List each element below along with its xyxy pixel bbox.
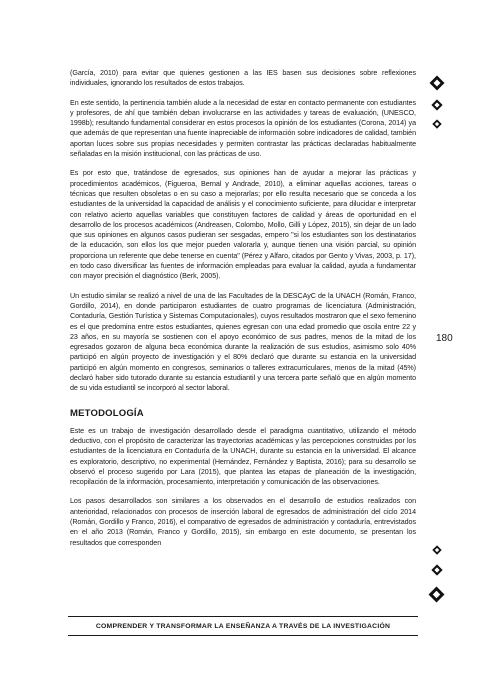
- paragraph: Es por esto que, tratándose de egresados, sus opiniones han de ayudar a mejorar las prácticas y procedimientos académicos, (Figueroa, Bernal y Andrade, 2010), a eliminar aquellas acciones, tareas o técnicas que resulten obsoletas o en su caso a mejorarlas; por ello resulta necesario que se conceda a los estudiantes de la universidad la capacidad de análisis y el conocimiento suficiente, para dilucidar e interpretar con relativo acierto aquellas variables que constituyen factores de calidad y áreas de oportunidad en el desarrollo de los procesos académicos (Andreasen, Colombo, Mollo, Gilli y López, 2015), sin dejar de un lado que sus opiniones en algunos casos pudieran ser sesgadas, empero "si los estudiantes son los destinatarios de la educación, son ellos los que mejor pueden valorarla y, aunque tienen una visión parcial, su opinión proporciona un referente que debe tenerse en cuenta" (Pérez y Alfaro, citados por Gento y Vivas, 2003, p. 17), en todo caso diversificar las fuentes de información empleadas para evaluar la calidad, ayuda a fundamentar con mayor precisión el diagnóstico (Berk, 2005).: [70, 169, 416, 281]
- ornament-diamond-icon: [432, 545, 442, 555]
- running-footer: [68, 616, 418, 636]
- paragraph: Un estudio similar se realizó a nivel de una de las Facultades de la DESCAyC de la UNACH (Román, Franco, Gordillo, 2014), en donde participaron estudiantes de cuatro programas de licenciatura (Administración, Contaduría, Gestión Turística y Sistemas Computacionales), cuyos resultados mostraron que el sexo femenino es el que predomina entre estos estudiantes, quienes egresan con una edad promedio que oscila entre 22 y 23 años, en su mayoría se sostienen con el apoyo económico de sus padres, menos de la mitad de los egresados gozaron de alguna beca económica durante la realización de sus estudios, asimismo solo 40% participó en algún proyecto de investigación y el 80% declaró que durante su estancia en la universidad participó en algún momento en congresos, seminarios o talleres extracurriculares, menos de la mitad (45%) declaró haber sido tutorado durante su estancia estudiantil y una tercera parte señaló que en algún momento de su vida estudiantil se incorporó al sector laboral.: [70, 291, 416, 393]
- paragraph: Los pasos desarrollados son similares a los observados en el desarrollo de estudios realizados con anterioridad, relacionados con procesos de inserción laboral de egresados de administración del ciclo 2014 (Román, Gordillo y Franco, 2016), el comparativo de egresados de administración y contaduría, entrevistados en el año 2013 (Román, Franco y Gordillo, 2015), sin embargo en este documento, se presentan los resultados que corresponden: [70, 497, 416, 547]
- footer-rule: [68, 635, 418, 636]
- footer-title: COMPRENDER Y TRANSFORMAR LA ENSEÑANZA A TRAVÉS DE LA INVESTIGACIÓN: [95, 623, 391, 630]
- ornament-diamond-icon: [432, 119, 442, 129]
- ornament-diamond-icon: [429, 75, 445, 91]
- paragraph: Este es un trabajo de investigación desarrollado desde el paradigma cuantitativo, utilizando el método deductivo, con el propósito de caracterizar las trayectorias académicas y las percepciones construidas por los estudiantes de la licenciatura en Contaduría de la UNACH, durante su estancia en la universidad. El alcance es exploratorio, descriptivo, no experimental (Hernández, Fernández y Baptista, 2016); para su desarrollo se observó el proceso sugerido por Lara (2015), que plantea las etapas de planeación de la investigación, recopilación de la información, procesamiento, interpretación y comunicación de las observaciones.: [70, 426, 416, 487]
- ornament-diamond-icon: [428, 586, 445, 603]
- page-number: 180: [436, 333, 453, 344]
- paragraph: En este sentido, la pertinencia también alude a la necesidad de estar en contacto permanente con estudiantes y profesores, de ahí que también deban involucrarse en las actividades y tareas de evaluación, (UNESCO, 1998b); resultando fundamental considerar en estos procesos la opinión de los estudiantes (Corona, 2014) ya que además de que representan una fuente inapreciable de información sobre indicadores de calidad, también aportan luces sobre sus propias necesidades y permiten contrastar las prácticas declaradas habitualmente señaladas en la misión institucional, con las prácticas de uso.: [70, 98, 416, 159]
- paragraph: (García, 2010) para evitar que quienes gestionen a las IES basen sus decisiones sobre reflexiones individuales, ignorando los resultados de estos trabajos.: [70, 69, 416, 88]
- page-body: [70, 68, 416, 557]
- ornament-diamond-icon: [431, 99, 443, 111]
- ornament-diamond-icon: [431, 564, 443, 576]
- section-heading: METODOLOGÍA: [70, 407, 144, 419]
